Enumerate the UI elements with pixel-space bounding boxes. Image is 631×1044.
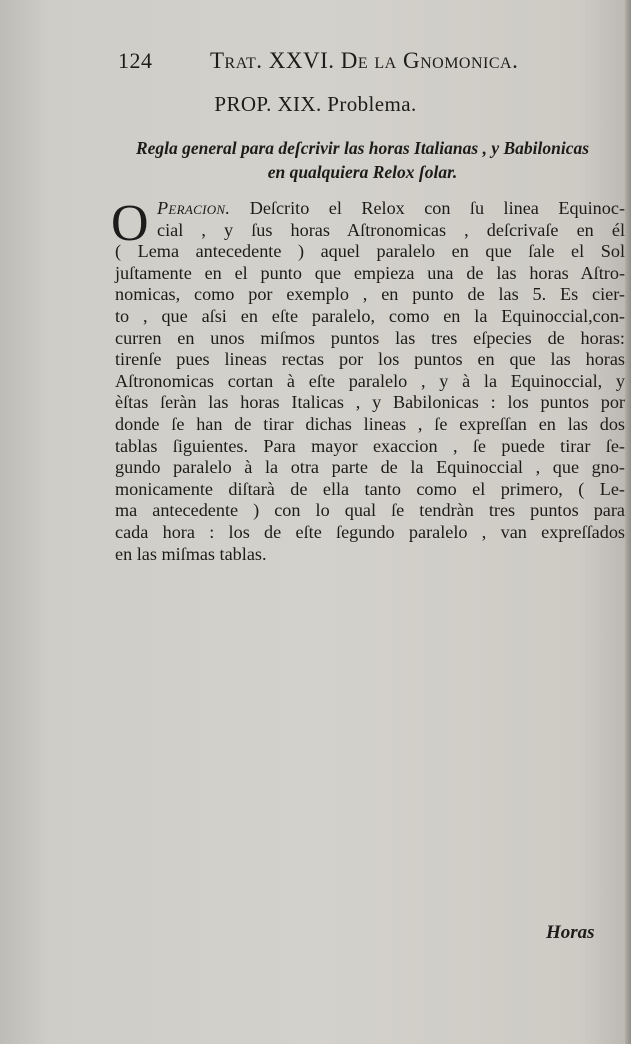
text-line: ( Lema antecedente ) aquel paralelo en que ſale el Sol [115,241,625,262]
text-line: en las miſmas tablas. [115,543,267,564]
text-line: cial , y ſus horas Aſtronomicas , deſcrivaſe en él [157,219,625,240]
running-head [118,44,558,74]
text-line: nomicas, como por exemplo , en punto de las 5. Es cier- [115,284,625,305]
running-head-title: Trat. XXVI. De la Gnomonica. [210,48,519,73]
catchword: Horas [546,922,595,943]
page-edge [625,0,631,1044]
proposition-title: PROP. XIX. Problema. [214,92,417,116]
text-line: tirenſe pues lineas rectas por los puntos en que las horas [115,349,625,370]
text-line: monicamente diſtarà de ella tanto como el primero, ( Le- [115,478,625,499]
text-line: donde ſe han de tirar dichas lineas , ſe expreſſan en las dos [115,413,625,434]
text-line: Aſtronomicas cortan à eſte paralelo , y à la Equinoccial, y [115,370,625,391]
text-line: curren en unos miſmos puntos las tres eſpecies de horas: [115,327,625,348]
rule-heading [100,136,625,184]
text-line: gundo paralelo à la otra parte de la Equinoccial , que gno- [115,457,625,478]
drop-cap: O [111,195,149,252]
text-line: èſtas ſeràn las horas Italicas , y Babilonicas : los puntos por [115,392,625,413]
rule-heading-line-1: Regla general para deſcrivir las horas Italianas , y Babilonicas [135,138,590,158]
text-line: tablas ſiguientes. Para mayor exaccion , ſe puede tirar ſe- [115,435,625,456]
opening-word: Peracion. [157,198,231,218]
text-line: ma antecedente ) con lo qual ſe tendràn tres puntos para [115,500,625,521]
rule-heading-line-2: en qualquiera Relox ſolar. [267,162,458,182]
page-number: 124 [118,48,153,73]
text-line: cada hora : los de eſte ſegundo paralelo , van expreſſados [115,521,625,542]
body-paragraph [111,195,625,565]
text-line [115,198,625,220]
text-line-content: Deſcrito el Relox con ſu linea Equinoc- [249,198,625,218]
text-line: juſtamente en el punto que empieza una de las horas Aſtro- [115,262,625,283]
text-line: to , que aſsi en eſte paralelo, como en la Equinoccial,con- [115,305,625,326]
